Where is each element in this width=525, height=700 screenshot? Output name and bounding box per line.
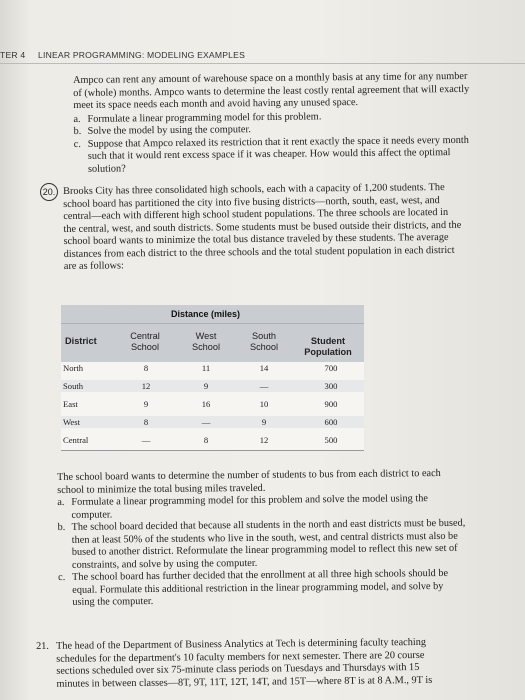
part-label: a. <box>73 113 81 125</box>
column-header-district: District <box>65 336 97 346</box>
table-row: Central — 8 12 500 <box>63 435 338 445</box>
text-line: of (whole) months. Ampco wants to determine the least costly rental agreement that will exactly <box>73 83 470 99</box>
part-label: b. <box>57 521 66 533</box>
text-line: minutes in between classes—8T, 9T, 11T, 12T, 14T, and 15T—where 8T is at 8 A.M., 9T is <box>56 674 433 690</box>
problem-20-part-b <box>58 517 506 572</box>
text-line: then at least 50% of the students who live in the south, west, and central districts must also be <box>71 530 458 546</box>
text-line: Formulate a linear programming model for this problem. <box>87 110 322 125</box>
table-row: South 12 9 — 300 <box>61 380 364 392</box>
chapter-title: LINEAR PROGRAMMING: MODELING EXAMPLES <box>38 50 246 60</box>
text-line: Suppose that Ampco relaxed its restriction that it rent exactly the space it needs every month <box>87 134 469 150</box>
text-line: school board has partitioned the city into five busing districts—north, south, east, west, and <box>63 194 440 210</box>
text-line: The head of the Department of Business Analytics at Tech is determining faculty teaching <box>55 636 427 652</box>
problem-19-part-c <box>74 134 519 176</box>
part-label: c. <box>73 138 81 150</box>
text-line: Ampco can rent any amount of warehouse space on a monthly basis at any time for any number <box>73 70 468 86</box>
text-line: The school board wants to determine the number of students to bus from each district to each <box>57 467 441 483</box>
text-line: distances from each district to the three schools and the total student population in each district <box>63 244 455 260</box>
part-label: a. <box>57 496 65 508</box>
text-line: central—each with different high school student populations. The three schools are located in <box>63 206 449 222</box>
text-line: meet its space needs each month and avoid having any unused space. <box>73 97 359 111</box>
text-line: school to minimize the total busing miles traveled. <box>57 482 266 496</box>
part-label: c. <box>58 571 66 583</box>
table-row: East 9 16 10 900 <box>63 399 338 409</box>
part-label: b. <box>73 125 82 137</box>
text-line: the central, west, and south districts. Some students must be bused outside their districts, and the <box>63 219 462 235</box>
text-line: school board wants to minimize the total bus distance traveled by these students. The average <box>63 231 449 247</box>
text-line: bused to another district. Reformulate the linear programming model to reflect this new set of <box>71 542 458 558</box>
problem-20-parts <box>57 467 506 609</box>
group-header-label: Distance (miles) <box>171 309 241 319</box>
problem-20-number-circled: 20. <box>40 183 58 201</box>
text-line: equal. Formulate this additional restriction in the linear programming model, and solve by <box>72 580 444 596</box>
text-line: are as follows: <box>63 260 124 272</box>
text-line: Solve the model by using the computer. <box>87 124 251 137</box>
problem-19-text <box>73 70 519 176</box>
text-line: The school board decided that because all students in the north and east districts must be bused, <box>71 517 466 533</box>
problem-20-part-c <box>58 567 506 609</box>
problem-20-text <box>63 181 514 273</box>
header-rule <box>0 63 525 64</box>
text-line: Brooks City has three consolidated high schools, each with a capacity of 1,200 students. The <box>63 182 445 197</box>
column-header-south: South School <box>249 331 279 352</box>
table-group-header <box>61 305 364 323</box>
text-line: The school board has further decided that the enrollment at all three high schools should be <box>72 567 449 583</box>
text-line: such that it would rent excess space if it was cheaper. How would this affect the optimal <box>87 147 451 162</box>
text-line: schedules for the department's 10 faculty members for next semester. There are 20 course <box>56 649 425 665</box>
text-line: computer. <box>71 508 113 521</box>
text-line: using the computer. <box>72 595 154 608</box>
distance-table <box>61 305 364 450</box>
column-header-central: Central School <box>130 331 160 352</box>
running-header <box>0 50 525 64</box>
text-line: sections scheduled over six 75-minute class periods on Tuesdays and Thursdays with 15 <box>56 661 420 677</box>
table-row: West 8 — 9 600 <box>61 416 364 428</box>
column-header-west: West School <box>191 331 221 352</box>
chapter-label: TER 4 <box>0 50 26 60</box>
text-line: solution? <box>87 162 126 175</box>
problem-21-number: 21. <box>36 640 49 652</box>
table-row: North 8 11 14 700 <box>63 363 338 373</box>
table-column-headers <box>61 323 364 362</box>
problem-21-text <box>36 636 508 691</box>
text-line: Formulate a linear programming model for this problem and solve the model using the <box>71 493 428 508</box>
text-line: constraints, and solve by using the computer. <box>71 557 258 571</box>
column-header-population: Student Population <box>304 336 352 357</box>
table-body <box>61 362 364 451</box>
